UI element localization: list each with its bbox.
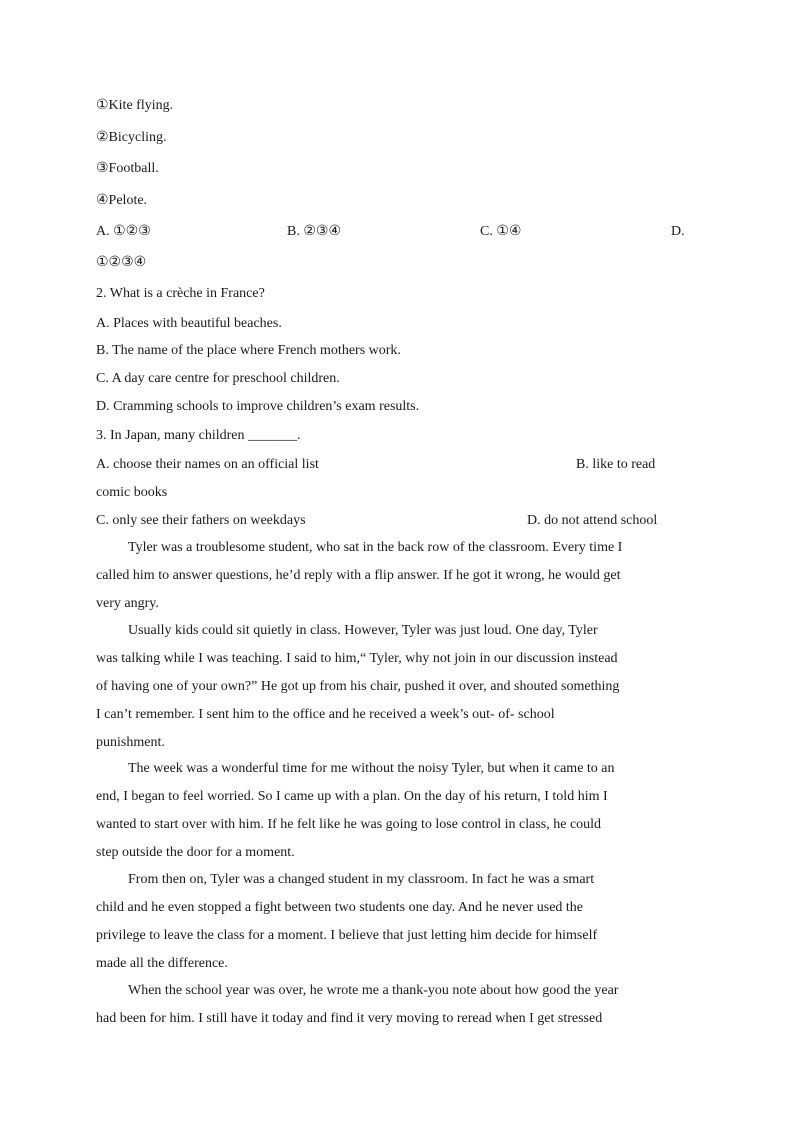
q3-option-a: A. choose their names on an official list (96, 457, 319, 472)
q3-option-d: D. do not attend school (527, 513, 658, 528)
paragraph-line: When the school year was over, he wrote me a thank-you note about how good the year (128, 983, 619, 998)
paragraph-line: wanted to start over with him. If he felt like he was going to lose control in class, he could (96, 817, 602, 832)
q3-stem: 3. In Japan, many children _______. (96, 428, 301, 443)
q3-option-c: C. only see their fathers on weekdays (96, 513, 306, 528)
paragraph-line: of having one of your own?” He got up from his chair, pushed it over, and shouted something (96, 679, 620, 694)
q1-option-c: C. ①④ (480, 224, 522, 239)
paragraph-line: The week was a wonderful time for me without the noisy Tyler, but when it came to an (128, 761, 615, 776)
q2-option-b: B. The name of the place where French mothers work. (96, 343, 401, 358)
paragraph-line: called him to answer questions, he’d reply with a flip answer. If he got it wrong, he would get (96, 568, 621, 583)
list-item-1: ①Kite flying. (96, 98, 174, 113)
paragraph-line: Tyler was a troublesome student, who sat in the back row of the classroom. Every time I (128, 540, 623, 555)
paragraph-line: very angry. (96, 596, 159, 611)
q3-option-b: B. like to read (576, 457, 656, 472)
q1-option-b: B. ②③④ (287, 224, 341, 239)
q1-option-a: A. ①②③ (96, 224, 151, 239)
q2-option-d: D. Cramming schools to improve children’s exam results. (96, 399, 420, 414)
list-item-4: ④Pelote. (96, 193, 148, 208)
q1-option-d: D. (671, 224, 685, 239)
paragraph-line: punishment. (96, 735, 165, 750)
q1-option-d-text: ①②③④ (96, 255, 147, 270)
paragraph-line: had been for him. I still have it today and find it very moving to reread when I get stressed (96, 1011, 603, 1026)
q2-option-c: C. A day care centre for preschool children. (96, 371, 340, 386)
paragraph-line: made all the difference. (96, 956, 228, 971)
q2-stem: 2. What is a crèche in France? (96, 286, 265, 301)
paragraph-line: child and he even stopped a fight between two students one day. And he never used the (96, 900, 584, 915)
paragraph-line: end, I began to feel worried. So I came up with a plan. On the day of his return, I told him I (96, 789, 608, 804)
list-item-3: ③Football. (96, 161, 159, 176)
q3-option-b-cont: comic books (96, 485, 168, 500)
list-item-2: ②Bicycling. (96, 130, 167, 145)
paragraph-line: I can’t remember. I sent him to the office and he received a week’s out- of- school (96, 707, 555, 722)
paragraph-line: step outside the door for a moment. (96, 845, 295, 860)
paragraph-line: was talking while I was teaching. I said to him,“ Tyler, why not join in our discussion instead (96, 651, 618, 666)
paragraph-line: From then on, Tyler was a changed student in my classroom. In fact he was a smart (128, 872, 595, 887)
q2-option-a: A. Places with beautiful beaches. (96, 316, 282, 331)
paragraph-line: privilege to leave the class for a moment. I believe that just letting him decide for himself (96, 928, 598, 943)
paragraph-line: Usually kids could sit quietly in class. However, Tyler was just loud. One day, Tyler (128, 623, 598, 638)
